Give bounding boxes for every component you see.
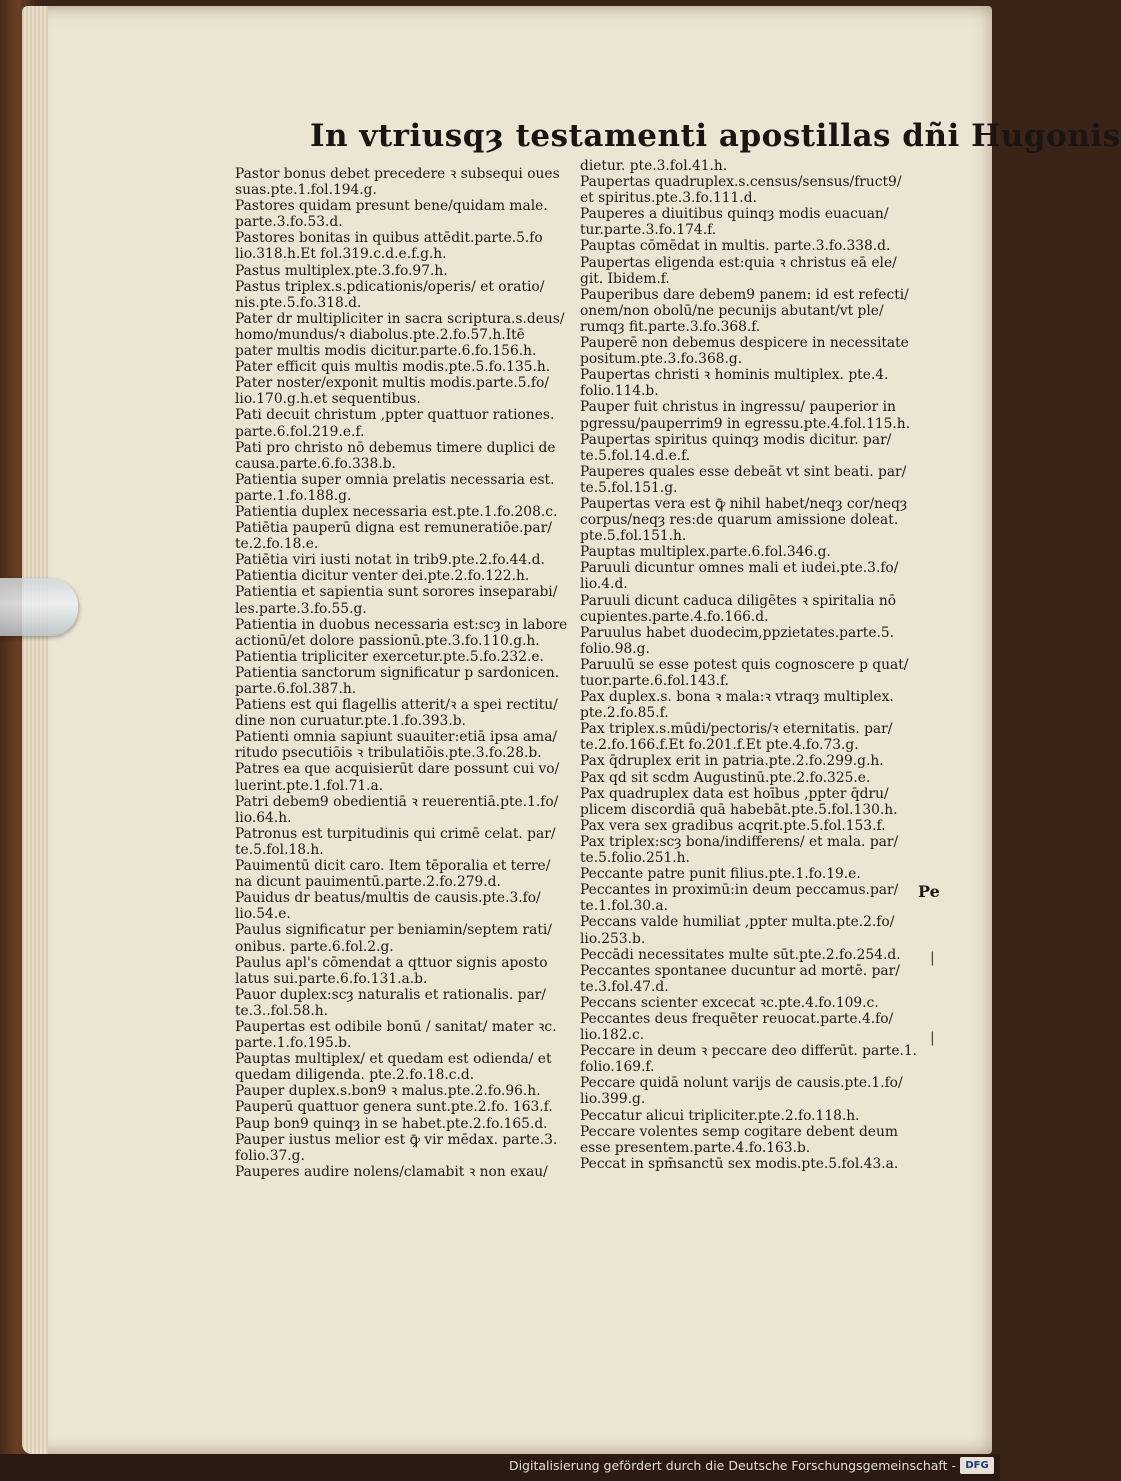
index-entry-line: Paulus significatur per beniamin/septem rati/ [235,922,552,939]
index-entry-line: Paupertas eligenda est:quia ꝛ christus eā ele/ [580,254,897,271]
index-entry-line: Pauperes quales esse debeāt vt sint beati. par/ [580,463,907,480]
index-entry-line: folio.169.f. [580,1059,655,1076]
index-entry-line: Pax triplex:scȝ bona/indifferens/ et mala. par/ [580,833,899,850]
index-entry-line: Peccans valde humiliat ,ppter multa.pte.2.fo/ [580,914,895,931]
index-entry-line: Paup bon9 quinqȝ in se habet.pte.2.fo.165.d. [235,1115,548,1132]
index-entry-line: parte.3.fo.53.d. [235,214,343,231]
index-entry-line: pte.5.fol.151.h. [580,528,687,545]
index-entry-line: plicem discordiā quā habebāt.pte.5.fol.130.h. [580,801,898,818]
index-entry-line: folio.114.b. [580,383,659,400]
index-entry-line: te.5.fol.18.h. [235,841,324,858]
index-entry-line: te.1.fol.30.a. [580,898,669,915]
index-entry-line: Pauptas multiplex/ et quedam est odienda/ et [235,1051,552,1068]
index-entry-line: te.2.fo.18.e. [235,536,319,553]
index-entry-line: parte.1.fo.195.b. [235,1035,352,1052]
index-entry-line: te.5.folio.251.h. [580,850,690,867]
index-entry-line: tuor.parte.6.fol.143.f. [580,673,730,689]
index-entry-line: Peccantes spontanee ducuntur ad mortē. par/ [580,962,900,979]
index-entry-line: homo/mundus/ꝛ diabolus.pte.2.fo.57.h.Itē [235,326,525,343]
index-entry-line: Patiētia viri iusti notat in trib9.pte.2.fo.44.d. [235,552,545,569]
index-entry-line: Peccantes deus frequēter reuocat.parte.4.fo/ [580,1010,894,1027]
index-entry-line: Pauperibus dare debem9 panem: id est refecti/ [580,286,909,303]
index-entry-line: te.5.fol.151.g. [580,479,678,496]
index-entry-line: Pauptas multiplex.parte.6.fol.346.g. [580,544,831,561]
index-entry-line: luerint.pte.1.fol.71.a. [235,777,384,794]
index-entry-line: lio.170.g.h.et sequentibus. [235,391,421,408]
index-entry-line: git. Ibidem.f. [580,270,670,287]
index-entry-line: te.3.fol.47.d. [580,978,669,995]
index-entry-line: Pastores bonitas in quibus attēdit.parte.5.fo [235,230,543,247]
index-entry-line: Pastus triplex.s.pdicationis/operis/ et oratio/ [235,278,545,295]
index-entry-line: Peccare quidā nolunt varijs de causis.pte.1.fo/ [580,1075,903,1092]
footer-credit: Digitalisierung gefördert durch die Deutsche Forschungsgemeinschaft - [508,1458,956,1473]
index-entry-line: na dicunt pauimentū.parte.2.fo.279.d. [235,874,501,891]
index-entry-line: Peccatur alicui tripliciter.pte.2.fo.118.h. [580,1107,860,1124]
index-entry-line: les.parte.3.fo.55.g. [235,600,367,617]
index-entry-line: parte.1.fo.188.g. [235,487,352,504]
index-entry-line: lio.54.e. [235,906,291,923]
index-entry-line: ritudo psecutiōis ꝛ tribulatiōis.pte.3.fo.28.b. [235,745,542,762]
index-entry-line: Patientia super omnia prelatis necessaria est. [235,471,555,488]
index-entry-line: Paulus apl's cōmendat a qttuor signis aposto [235,954,548,971]
index-entry-line: Patientia dicitur venter dei.pte.2.fo.122.h. [235,568,530,585]
index-entry-line: et spiritus.pte.3.fo.111.d. [580,190,757,207]
index-entry-line: Peccare volentes semp cogitare debent deum [580,1123,898,1140]
index-entry-line: Patienti omnia sapiunt suauiter:etiā ipsa ama/ [235,729,558,746]
index-entry-line: Peccare in deum ꝛ peccare deo differūt. parte.1. [580,1043,918,1060]
index-entry-line: Pax quadruplex data est hoībus ,ppter q̄dru/ [580,785,889,802]
index-entry-line: positum.pte.3.fo.368.g. [580,351,743,368]
index-entry-line: Paupertas est odibile bonū / sanitat/ mater ꝛc. [235,1018,557,1035]
index-entry-line: Patientia et sapientia sunt sorores inseparabi/ [235,584,558,601]
index-entry-line: te.5.fol.14.d.e.f. [580,447,691,464]
index-entry-line: dietur. pte.3.fol.41.h. [580,158,728,174]
index-entry-line: folio.98.g. [580,640,650,657]
index-entry-line: Patiens est qui flagellis atterit/ꝛ a spei rectitu/ [235,697,558,714]
index-entry-line: Patientia in duobus necessaria est:scȝ in labore [235,616,568,633]
index-entry-line: lio.318.h.Et fol.319.c.d.e.f.g.h. [235,246,447,263]
index-entry-line: Paupertas quadruplex.s.census/sensus/fruct9/ [580,174,902,191]
index-entry-line: pater multis modis dicitur.parte.6.fo.156.h. [235,343,537,360]
index-entry-line: Pauperes a diuitibus quinqȝ modis euacuan/ [580,206,889,223]
digitization-footer [0,1454,1000,1481]
index-entry-line: Paupertas spiritus quinqȝ modis dicitur. par/ [580,431,892,448]
index-entry-line: cupientes.parte.4.fo.166.d. [580,608,769,625]
index-entry-line: Pati pro christo nō debemus timere duplici de [235,439,556,456]
index-entry-line: Pater dr multipliciter in sacra scriptura.s.deus/ [235,310,565,327]
index-entry-line: Pastores quidam presunt bene/quidam male. [235,198,548,215]
index-entry-line: Pastus multiplex.pte.3.fo.97.h. [235,262,448,279]
index-entry-line: pte.2.fo.85.f. [580,705,669,722]
index-entry-line: parte.6.fol.219.e.f. [235,423,365,440]
index-entry-line: Pastor bonus debet precedere ꝛ subsequi oues [235,166,560,182]
margin-mark: | [930,1030,935,1046]
index-entry-line: Pauperū quattuor genera sunt.pte.2.fo. 163.f. [235,1099,553,1116]
index-entry-line: Paruulū se esse potest quis cognoscere p quat/ [580,656,909,673]
index-entry-line: Pauimentū dicit caro. Item tēporalia et terre/ [235,858,551,875]
index-entry-line: Pax duplex.s. bona ꝛ mala:ꝛ vtraqȝ multiplex. [580,689,894,706]
index-entry-line: Pax triplex.s.mūdi/pectoris/ꝛ eternitatis. par/ [580,721,893,738]
index-entry-line: Pauptas cōmēdat in multis. parte.3.fo.338.d. [580,238,891,255]
index-entry-line: Patri debem9 obedientiā ꝛ reuerentiā.pte.1.fo/ [235,793,559,810]
index-entry-line: Patres ea que acquisierūt dare possunt cui vo/ [235,761,560,778]
index-column-left [235,166,568,1180]
catchword: Pe [918,882,940,901]
index-entry-line: corpus/neqȝ res:de quarum amissione doleat. [580,512,899,529]
index-entry-line: pgressu/pauperrim9 in egressu.pte.4.fol.115.h. [580,415,911,432]
index-entry-line: tur.parte.3.fo.174.f. [580,222,717,239]
index-entry-line: suas.pte.1.fol.194.g. [235,182,377,199]
index-entry-line: Pauper fuit christus in ingressu/ pauperior in [580,399,896,416]
index-entry-line: Pater noster/exponit multis modis.parte.5.fo/ [235,375,549,392]
index-entry-line: lio.64.h. [235,809,292,826]
index-entry-line: Pauper duplex.s.bon9 ꝛ malus.pte.2.fo.96.h. [235,1083,541,1100]
index-entry-line: Patientia tripliciter exercetur.pte.5.fo.232.e. [235,648,544,665]
index-entry-line: Peccantes in proximū:in deum peccamus.par/ [580,882,899,899]
index-entry-line: Peccans scienter excecat ꝛc.pte.4.fo.109.c. [580,994,879,1011]
index-entry-line: Paruuli dicunt caduca diligētes ꝛ spiritalia nō [580,592,897,609]
index-entry-line: Paupertas vera est ꝙ̄ nihil habet/neqȝ cor/neqȝ [580,495,908,512]
index-entry-line: dine non curuatur.pte.1.fo.393.b. [235,713,466,730]
index-entry-line: Patientia sanctorum significatur p sardonicen. [235,664,560,681]
index-entry-line: Patientia duplex necessaria est.pte.1.fo.208.c. [235,503,558,520]
index-entry-line: esse presentem.parte.4.fo.163.b. [580,1139,811,1156]
index-entry-line: nis.pte.5.fo.318.d. [235,294,362,311]
index-entry-line: parte.6.fol.387.h. [235,681,357,697]
index-entry-line: onibus. parte.6.fol.2.g. [235,938,394,955]
index-entry-line: te.3..fol.58.h. [235,1002,329,1019]
index-entry-line: quedam diligenda. pte.2.fo.18.c.d. [235,1067,475,1084]
index-entry-line: te.2.fo.166.f.Et fo.201.f.Et pte.4.fo.73.g. [580,737,859,754]
index-entry-line: Patronus est turpitudinis qui crimē celat. par/ [235,825,556,842]
index-entry-line: Pax q̄druplex erit in patria.pte.2.fo.299.g.h. [580,753,884,770]
index-column-right [580,158,918,1172]
index-entry-line: lio.253.b. [580,930,646,947]
index-entry-line: causa.parte.6.fo.338.b. [235,455,396,472]
index-entry-line: lio.182.c. [580,1027,645,1044]
index-entry-line: Pati decuit christum ,ppter quattuor rationes. [235,407,555,424]
running-title: In vtriusqȝ testamenti apostillas dñi Hugonis [310,118,1121,154]
index-entry-line: Pauper iustus melior est ꝙ̄ vir mēdax. parte.3. [235,1131,558,1148]
index-entry-line: Peccante patre punit filius.pte.1.fo.19.e. [580,866,861,883]
index-entry-line: Peccādi necessitates multe sūt.pte.2.fo.254.d. [580,946,901,963]
index-entry-line: Paruulus habet duodecim,ppzietates.parte.5. [580,624,895,641]
index-entry-line: latus sui.parte.6.fo.131.a.b. [235,970,428,987]
index-entry-line: Paupertas christi ꝛ hominis multiplex. pte.4. [580,367,889,384]
index-entry-line: lio.4.d. [580,576,628,593]
index-entry-line: Pax vera sex gradibus acqrit.pte.5.fol.153.f. [580,817,886,834]
index-entry-line: Patiētia pauperū digna est remuneratiōe.par/ [235,520,552,537]
index-entry-line: Pax qd sit scdm Augustinū.pte.2.fo.325.e. [580,769,871,786]
index-entry-line: rumqȝ fit.parte.3.fo.368.f. [580,318,761,335]
dfg-logo: DFG [960,1457,994,1474]
index-entry-line: onem/non obolū/ne pecunijs abutant/vt ple/ [580,302,884,319]
index-entry-line: Pauperes audire nolens/clamabit ꝛ non exau/ [235,1163,548,1180]
index-entry-line: Pauperē non debemus despicere in necessitate [580,335,909,352]
page-edges [22,6,48,1454]
index-entry-line: Paruuli dicuntur omnes mali et iudei.pte.3.fo/ [580,560,899,577]
page-clip [0,578,78,636]
index-entry-line: folio.37.g. [235,1147,305,1164]
index-entry-line: Pater efficit quis multis modis.pte.5.fo.135.h. [235,359,551,376]
index-entry-line: actionū/et dolore passionū.pte.3.fo.110.g.h. [235,632,540,649]
index-entry-line: Pauidus dr beatus/multis de causis.pte.3.fo/ [235,890,541,907]
index-entry-line: Pauor duplex:scȝ naturalis et rationalis. par/ [235,986,546,1003]
index-entry-line: lio.399.g. [580,1091,646,1108]
margin-mark: | [930,950,935,966]
index-entry-line: Peccat in spm̄sanctū sex modis.pte.5.fol.43.a. [580,1155,899,1172]
